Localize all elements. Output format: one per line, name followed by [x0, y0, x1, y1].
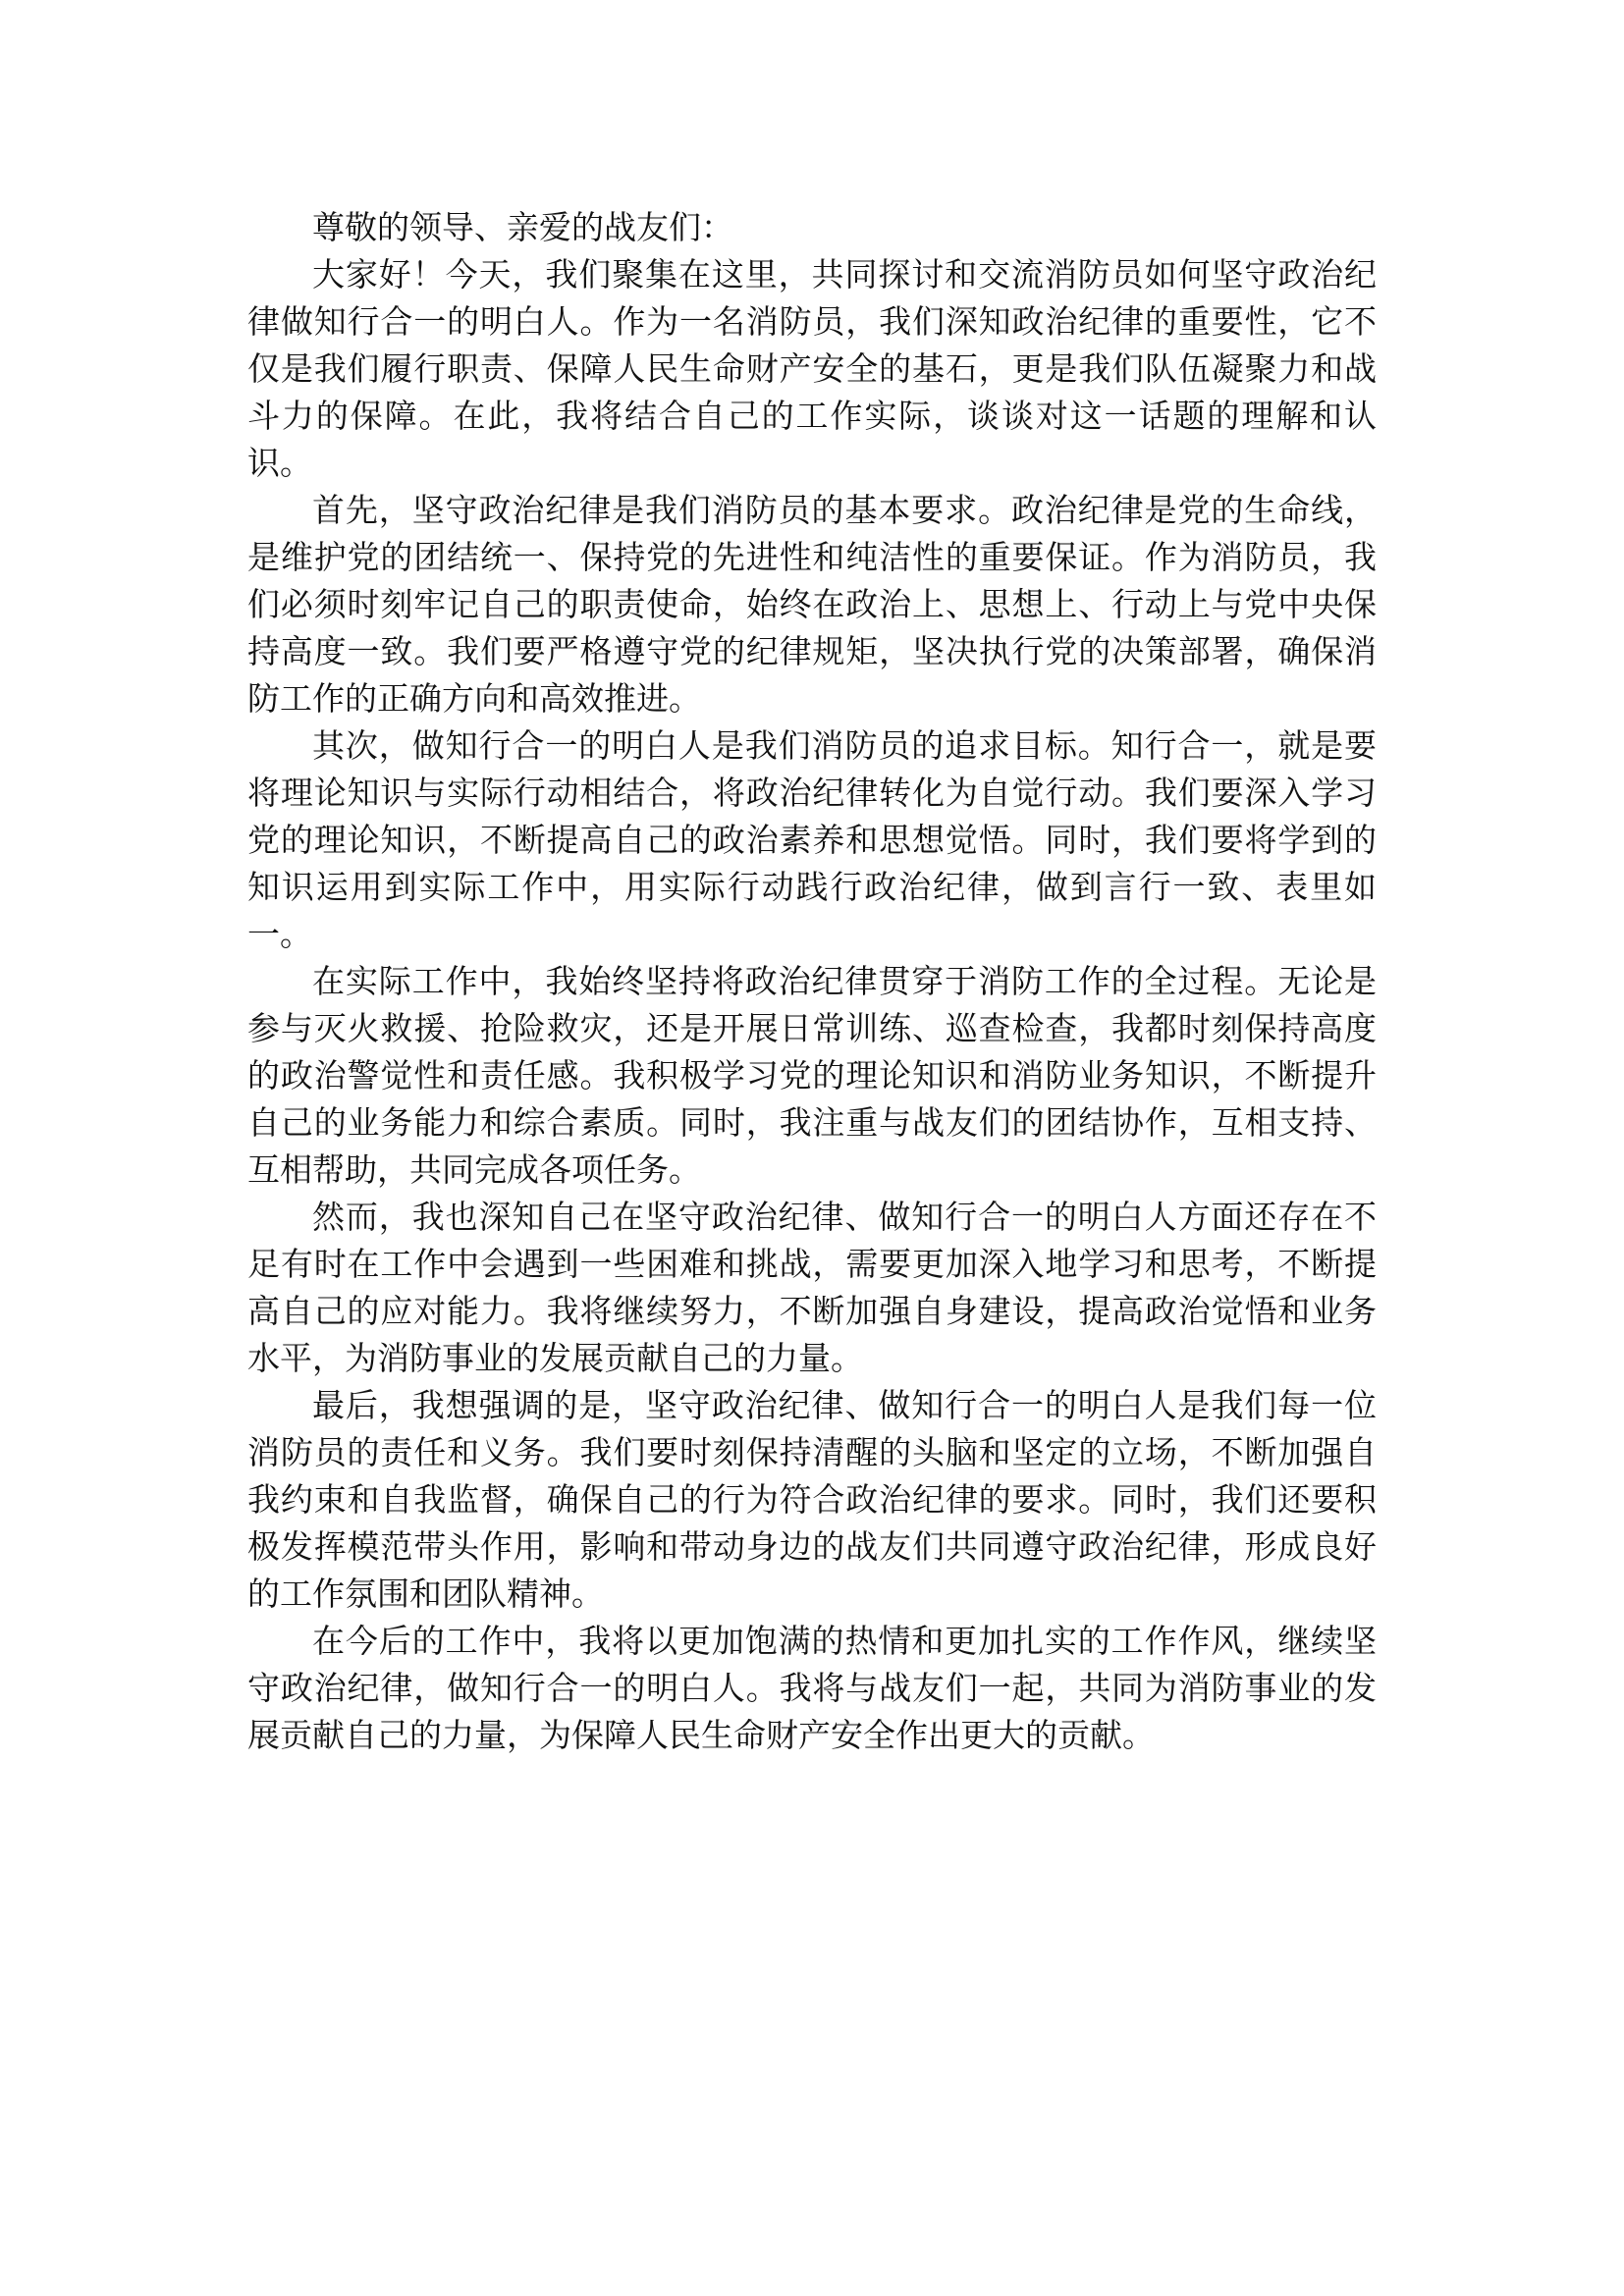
paragraph-practice: 在实际工作中，我始终坚持将政治纪律贯穿于消防工作的全过程。无论是参与灭火救援、抢险救灾，还是开展日常训练、巡查检查，我都时刻保持高度的政治警觉性和责任感。我积极学习党的理论知识和消防业务知识，不断提升自己的业务能力和综合素质。同时，我注重与战友们的团结协作，互相支持、互相帮助，共同完成各项任务。 — [247, 962, 1377, 1189]
paragraph-second-point: 其次，做知行合一的明白人是我们消防员的追求目标。知行合一，就是要将理论知识与实际行动相结合，将政治纪律转化为自觉行动。我们要深入学习党的理论知识，不断提高自己的政治素养和思想觉悟。同时，我们要将学到的知识运用到实际工作中，用实际行动践行政治纪律，做到言行一致、表里如一。 — [247, 726, 1377, 953]
paragraph-emphasis: 最后，我想强调的是，坚守政治纪律、做知行合一的明白人是我们每一位消防员的责任和义务。我们要时刻保持清醒的头脑和坚定的立场，不断加强自我约束和自我监督，确保自己的行为符合政治纪律的要求。同时，我们还要积极发挥模范带头作用，影响和带动身边的战友们共同遵守政治纪律，形成良好的工作氛围和团队精神。 — [247, 1386, 1377, 1613]
paragraph-shortcomings: 然而，我也深知自己在坚守政治纪律、做知行合一的明白人方面还存在不足有时在工作中会遇到一些困难和挑战，需要更加深入地学习和思考，不断提高自己的应对能力。我将继续努力，不断加强自身建设，提高政治觉悟和业务水平，为消防事业的发展贡献自己的力量。 — [247, 1198, 1377, 1377]
paragraph-intro: 大家好！今天，我们聚集在这里，共同探讨和交流消防员如何坚守政治纪律做知行合一的明白人。作为一名消防员，我们深知政治纪律的重要性，它不仅是我们履行职责、保障人民生命财产安全的基石，更是我们队伍凝聚力和战斗力的保障。在此，我将结合自己的工作实际，谈谈对这一话题的理解和认识。 — [247, 255, 1377, 482]
document-body — [247, 204, 1377, 1759]
paragraph-closing: 在今后的工作中，我将以更加饱满的热情和更加扎实的工作作风，继续坚守政治纪律，做知行合一的明白人。我将与战友们一起，共同为消防事业的发展贡献自己的力量，为保障人民生命财产安全作出更大的贡献。 — [247, 1622, 1377, 1754]
salutation: 尊敬的领导、亲爱的战友们： — [312, 208, 733, 246]
paragraph-first-point: 首先，坚守政治纪律是我们消防员的基本要求。政治纪律是党的生命线，是维护党的团结统一、保持党的先进性和纯洁性的重要保证。作为消防员，我们必须时刻牢记自己的职责使命，始终在政治上、思想上、行动上与党中央保持高度一致。我们要严格遵守党的纪律规矩，坚决执行党的决策部署，确保消防工作的正确方向和高效推进。 — [247, 491, 1377, 718]
